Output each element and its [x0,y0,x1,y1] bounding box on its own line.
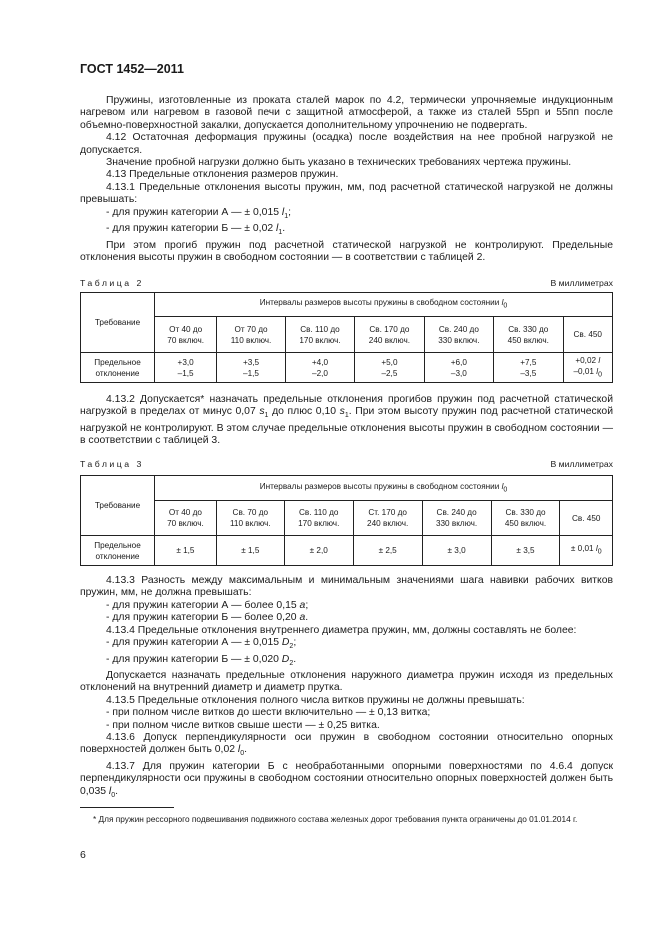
table3-col-1: От 40 до 70 включ. [155,501,217,536]
table2-cell-last: +0,02 l –0,01 $l_0$ [563,353,612,383]
list-item-cat-b-diam: - для пружин категории Б — ± 0,020 $D_2$. [106,653,297,667]
table2-cell: +7,5 –3,5 [494,353,563,383]
text-block-2 [80,394,613,448]
table2-cell: +4,0 –2,0 [285,353,354,383]
table3-col-7: Св. 450 [560,501,613,536]
list-item-turns-1: - при полном числе витков до шести включительно — ± 0,13 витка; [106,707,431,719]
list-item-turns-2: - при полном числе витков свыше шести — ± 0,25 витка. [106,719,380,731]
table3-caption-row [80,459,613,469]
list-item-cat-b-step: - для пружин категории Б — более 0,20 a. [106,612,309,624]
paragraph-4-13-4: 4.13.4 Предельные отклонения внутреннего диаметра пружин, мм, должны составлять не более: [106,624,577,636]
list-item-cat-a: - для пружин категории А — ± 0,015 $l_1$; [106,206,292,220]
paragraph-table2-ref: При этом прогиб пружин под расчетной статической нагрузкой не контролируют. Предельные отклонения высоты пружин в свободном состоянии — в соответствии с таблицей 2. [80,239,613,264]
paragraph-outer-diameter: Допускается назначать предельные отклонения наружного диаметра пружин исходя из предельных отклонений на внутренний диаметр и диаметр прутка. [80,670,613,694]
table2-col-1: От 40 до 70 включ. [155,317,217,353]
table3-cell: ± 1,5 [216,536,284,566]
table2-col-4: Св. 170 до 240 включ. [355,317,424,353]
table3-cell-last: ± 0,01 $l_0$ [560,536,613,566]
table2-col-5: Св. 240 до 330 включ. [424,317,493,353]
list-item-cat-a-diam: - для пружин категории А — ± 0,015 $D_2$; [106,637,297,651]
text-block-3 [80,575,613,802]
paragraph-4-12: 4.12 Остаточная деформация пружины (осадка) после воздействия на нее пробной нагрузкой не допускается. [80,132,613,156]
table2-col-2: От 70 до 110 включ. [217,317,285,353]
table3-row-label: Предельное отклонение [81,536,155,566]
table2-cell: +6,0 –3,0 [424,353,493,383]
paragraph-probe-load: Значение пробной нагрузки должно быть указано в технических требованиях чертежа пружины. [106,157,572,169]
table2-cell: +3,0 –1,5 [155,353,217,383]
document-header: ГОСТ 1452—2011 [80,62,184,76]
table2-req-header: Требование [81,293,155,353]
table3-col-5: Св. 240 до 330 включ. [422,501,491,536]
paragraph-intro: Пружины, изготовленные из проката сталей марок по 4.2, термически упрочняемые индукционным нагревом или нагревом в газовой печи с защитной атмосферой, а также из сталей 55рп и 55пп после объемно-поверхностной закалки, допускается дополнительному упрочнению не подвергать. [80,95,613,131]
table2-col-7: Св. 450 [563,317,612,353]
table3-req-header: Требование [81,476,155,536]
paragraph-4-13-5: 4.13.5 Предельные отклонения полного числа витков пружины не должны превышать: [106,694,525,706]
table3-col-4: Ст. 170 до 240 включ. [353,501,422,536]
paragraph-4-13-2: 4.13.2 Допускается* назначать предельные отклонения прогибов пружин под расчетной статической нагрузкой в пределах от минус 0,07 $s_1$ до плюс 0,10 $s_1$. При этом высоту пружин под расчетной статической нагрузкой не контролируют. В этом случае предельные отклонения высоты пружин в свободном состоянии — в соответствии с таблицей 3. [80,394,613,447]
table3-cell: ± 2,0 [284,536,353,566]
table3-col-3: Св. 110 до 170 включ. [284,501,353,536]
table2-row-label: Предельное отклонение [81,353,155,383]
table2-col-6: Св. 330 до 450 включ. [494,317,563,353]
table3-col-6: Св. 330 до 450 включ. [491,501,560,536]
paragraph-4-13-1: 4.13.1 Предельные отклонения высоты пружин, мм, под расчетной статической нагрузкой не должны превышать: [80,181,613,206]
footnote: * Для пружин рессорного подвешивания подвижного состава железных дорог требования пункта ограничены до 01.01.2014 г. [93,814,578,824]
table3-group-header: Интервалы размеров высоты пружины в свободном состоянии $l_0$ [155,476,613,501]
table3-cell: ± 3,5 [491,536,560,566]
table3-col-2: Св. 70 до 110 включ. [216,501,284,536]
table2-caption-row [80,278,613,288]
table-2 [80,292,613,383]
page-number: 6 [80,849,86,861]
list-item-cat-b: - для пружин категории Б — ± 0,02 $l_1$. [106,223,286,237]
table2-caption: Таблица 2 [80,278,144,288]
table3-cell: ± 1,5 [155,536,217,566]
table2-col-3: Св. 110 до 170 включ. [285,317,354,353]
table-3 [80,475,613,566]
list-item-cat-a-step: - для пружин категории А — более 0,15 a; [106,599,309,611]
paragraph-4-13-6: 4.13.6 Допуск перпендикулярности оси пружин в свободном состоянии относительно опорных поверхностей должен быть 0,02 $l_0$. [80,732,613,758]
table2-group-header: Интервалы размеров высоты пружины в свободном состоянии $l_0$ [155,293,613,317]
paragraph-4-13-7: 4.13.7 Для пружин категории Б с необработанными опорными поверхностями по 4.6.4 допуск перпендикулярности оси пружины в свободном состоянии относительно опорных поверхностей должен быть 0,035 $l_0$. [80,760,613,799]
table3-caption: Таблица 3 [80,459,144,469]
table3-units: В миллиметрах [550,459,613,469]
table2-cell: +5,0 –2,5 [355,353,424,383]
table3-cell: ± 3,0 [422,536,491,566]
table2-cell: +3,5 –1,5 [217,353,285,383]
text-block-1 [80,95,613,264]
paragraph-4-13: 4.13 Предельные отклонения размеров пружин. [106,169,339,181]
footnote-divider [80,807,174,808]
table3-cell: ± 2,5 [353,536,422,566]
table2-units: В миллиметрах [550,278,613,288]
paragraph-4-13-3: 4.13.3 Разность между максимальным и минимальным значениями шага навивки рабочих витков пружин, мм, не должна превышать: [80,575,613,599]
